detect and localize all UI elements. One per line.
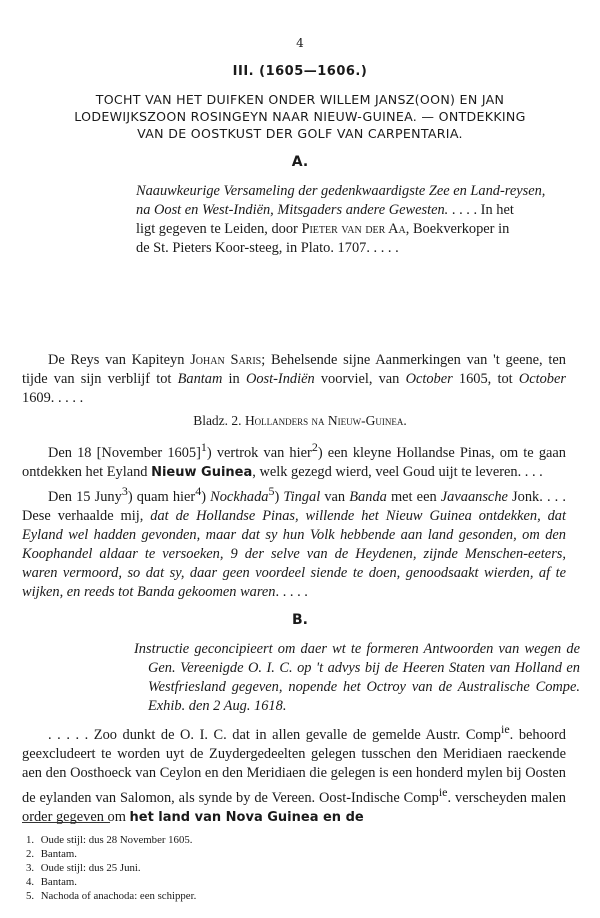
para-text: . . . . . Zoo dunkt de O. I. C. dat in allen gevalle de gemelde Austr. Comp — [48, 726, 501, 743]
footnote — [26, 833, 566, 847]
footnote-text: Oude stijl: dus 28 November 1605. — [40, 834, 193, 846]
para-text: van — [320, 488, 350, 505]
reys-text: De Reys van Kapiteyn — [48, 352, 191, 368]
heading-line: VAN DE OOSTKUST DER GOLF VAN CARPENTARIA. — [137, 126, 463, 141]
source-line-3a: ligt gegeven te Leiden, door — [136, 221, 302, 237]
para-text: . . . . . — [275, 583, 308, 600]
heading-line: TOCHT VAN HET DUIFKEN ONDER WILLEM JANSZ(OON) EN JAN — [95, 92, 505, 107]
reys-text: ; Behelsende sijne Aanmerkingen van 't geene, ten tijde van sijn verblijf tot — [22, 352, 567, 387]
italic-report: dat de Hollandse Pinas, willende het Nieuw Guinea ontdekken, dat Eyland wel hadden gevonden, maar dat sy hun Volk hebbende aan land gesonden, om den Koophandel aldaar te versoeken, 9 der selve van de Heydenen, zijnde Menschen-eeters, waren vermoord, so dat sy, daar geen voordeel siende te doen, genoodsaakt wierden, af te wijken, en reeds tot Banda gekoomen waren — [22, 507, 566, 600]
source-title-1: Naauwkeurige Versameling der gedenkwaardigste Zee en Land-reysen, — [136, 183, 546, 199]
footnote-number: 5. — [26, 890, 35, 902]
reys-text: voorviel, van — [314, 371, 406, 387]
part-a-letter: A. — [291, 154, 309, 170]
para-text: ) — [274, 488, 284, 505]
source-dots: . . . . In het — [448, 202, 514, 218]
footnote-number: 3. — [26, 862, 35, 874]
footnote-number: 2. — [26, 848, 35, 860]
part-b-letter: B. — [292, 612, 308, 628]
footnote-divider — [22, 822, 110, 823]
reys-text: 1605, tot — [452, 371, 519, 387]
footnotes — [26, 833, 566, 903]
abbr-superscript: ie — [438, 784, 448, 799]
bold-nieuw-guinea: Nieuw Guinea — [151, 464, 253, 480]
para-text: Jonk. . . . Dese verhaalde mij, — [22, 488, 567, 524]
footnote-number: 1. — [26, 834, 35, 846]
month-october: October — [405, 371, 453, 387]
paragraph-1 — [22, 438, 566, 482]
source-line-4: de St. Pieters Koor-steeg, in Plato. 1707. . . . . — [136, 240, 399, 256]
name-tingal: Tingal — [283, 488, 321, 505]
footnote-text: Nachoda of anachoda: een schipper. — [40, 890, 197, 902]
para-text: . behoord geexcludeert te worden uyt de Zuydergedeelten gelegen tusschen den Meridiaen raeckende aen den Oosthoeck van Ceylon en den Meridiaen die gelegen is een honderd mylen bij Oosten de eylanden van Salomon, als synde by de Vereen. Oost-Indische Comp — [22, 726, 566, 806]
part-a-source — [136, 182, 568, 258]
para-text: ) een kleyne Hollandse Pinas, om te gaan ontdekken het Eyland — [22, 444, 566, 480]
place-bantam: Bantam — [177, 371, 223, 387]
para-text: , welk gezegd wierd, veel Goud uijt te leveren. . . . — [252, 463, 543, 480]
month-october: October — [518, 371, 566, 387]
reys-text: in — [222, 371, 246, 387]
para-text: Den 15 Juny — [48, 488, 122, 505]
page-number: 4 — [296, 36, 304, 50]
footnote-ref: 4 — [195, 483, 202, 498]
bladz-prefix: Bladz. 2. — [193, 413, 245, 428]
abbr-superscript: ie — [501, 722, 510, 736]
footnote — [26, 861, 566, 875]
place-banda: Banda — [349, 488, 387, 505]
para-text: ) quam hier — [127, 488, 196, 505]
footnote — [26, 847, 566, 861]
footnote-ref: 5 — [268, 483, 275, 498]
footnote-text: Oude stijl: dus 25 Juni. — [40, 862, 141, 874]
chapter-heading — [40, 91, 560, 142]
part-a-body — [22, 438, 566, 602]
para-text: ) — [201, 488, 211, 505]
footnote-ref: 3 — [121, 483, 128, 498]
captain-name: Johan Saris — [190, 352, 262, 368]
para-text: Den 18 [November 1605] — [48, 444, 201, 461]
footnote-ref: 2 — [311, 440, 318, 454]
footnote-text: Bantam. — [40, 876, 77, 888]
section-title: III. (1605—1606.) — [232, 64, 368, 79]
paragraph-2 — [22, 482, 566, 602]
publisher-name: Pieter van der Aa — [301, 221, 406, 237]
bold-nova-guinea: het land van Nova Guinea en de — [129, 809, 364, 825]
para-text: met een — [386, 488, 441, 505]
place-oost-indien: Oost-Indiën — [245, 371, 315, 387]
source-line-3b: , Boekverkoper in — [405, 221, 510, 237]
bladz-title: Hollanders na Nieuw-Guinea. — [244, 413, 407, 428]
part-b-body — [22, 720, 566, 827]
reys-text: 1609. . . . . — [22, 390, 84, 406]
footnote — [26, 875, 566, 889]
term-javaansche: Javaansche — [440, 488, 508, 505]
footnote — [26, 889, 566, 903]
footnote-number: 4. — [26, 876, 35, 888]
bladz-heading — [0, 413, 600, 429]
part-b-instructie: Instructie geconcipieert om daer wt te formeren Antwoorden van wegen de Gen. Vereenigde O. I. C. op 't advys bij de Heeren Staten van Holland en Westfriesland gegeven, nopende het Octroy van de Australische Compe. Exhib. den 2 Aug. 1618. — [134, 641, 580, 714]
footnote-ref: 1 — [200, 440, 207, 454]
source-title-2: na Oost en West-Indiën, Mitsgaders andere Gewesten. — [136, 202, 449, 218]
para-text: ) vertrok van hier — [206, 444, 312, 461]
heading-line: LODEWIJKSZOON ROSINGEYN NAAR NIEUW-GUINEA. — ONTDEKKING — [74, 109, 526, 124]
reys-paragraph — [22, 351, 566, 408]
footnote-text: Bantam. — [40, 848, 77, 860]
para-text: . verscheyden malen order gegeven om — [22, 789, 567, 825]
term-nockhada: Nockhada — [210, 488, 269, 505]
